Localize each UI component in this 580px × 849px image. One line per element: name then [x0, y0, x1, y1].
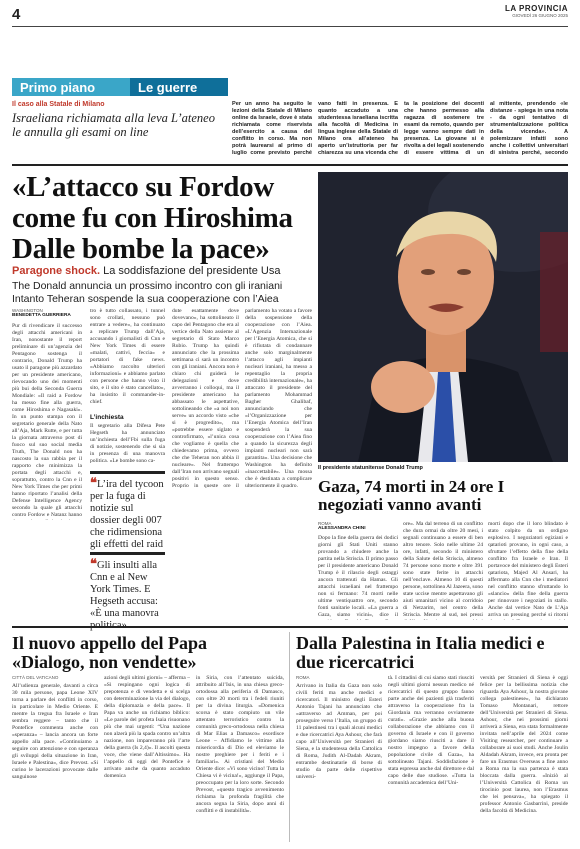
- lead-deck: The Donald annuncia un prossimo incontro con gli iraniani Intanto Teheran sospende la sua cooperazione con l’Aiea: [12, 280, 283, 305]
- pope-col-2: azioni degli ultimi giorni» – afferma – «Si respingano ogni logica di prepotenza e di vendetta e si scelga con determinazione la via del dialogo, della diplomazia e della pace». Il Papa va anche un richiamo biblico: «Le parole del profeta Isaia risuonano più che mai urgenti: “Una nazione non alzerà più la spada contro un’altra nazione, non impareranno più l’arte della guerra (Is 2,4)». Il ascolti questa voce, che viene dall’Altissimo». Ha l’appello di oggi del Pontefice è arrivato anche da quanto accaduto domenica: [104, 675, 190, 779]
- lead-author: BENEDETTA GUERRIERA: [12, 313, 71, 318]
- gaza-headline: Gaza, 74 morti in 24 ore I negoziati vanno avanti: [318, 477, 505, 514]
- top-story-kicker: Il caso alla Statale di Milano: [12, 101, 105, 108]
- top-story-col-2: vano fatti in presenza. E quanto accaduto a una studentessa israeliana iscritta alla facoltà di Medicina in lingua inglese della Statale di Milano ora all’ateneo ha aperto un’istruttoria per far chiarezza su una vicenda che: [318, 101, 398, 156]
- quote-mark-icon: ❝: [90, 556, 97, 571]
- masthead-brand: LA PROVINCIA: [504, 4, 568, 13]
- pope-headline: Il nuovo appello del Papa «Dialogo, non vendette»: [12, 633, 208, 672]
- lead-intertitle: L’inchiesta: [90, 414, 124, 421]
- masthead-date: GIOVEDÌ 26 GIUGNO 2025: [512, 13, 568, 18]
- lead-quote-2: [90, 552, 165, 632]
- photo-caption: Il presidente statunitense Donald Trump: [318, 465, 423, 471]
- trump-photo-illustration: [318, 172, 568, 462]
- gaza-col-3: morti dopo che il loro blindato è stato colpito da un ordigno esplosivo. I negoziatori egiziani e qatarioti provano, in ogni caso, a sfruttare l’effetto della fine della conflitto fra Israele e Iran. Il portavoce del ministero degli Esteri qatariota, Majed Al Ansari, ha affermato alla Cnn che i mediatori nel conflitto stanno sfruttando lo «slancio» della fine della guerra per rinnovare i negoziati in stallo. Anche dal vertice Nato de L’Aja arriva un pressing perché si ritorni: [488, 521, 568, 618]
- bottom-section-rule: [12, 626, 568, 628]
- top-story-col-4: al mittente, prendendo «le distanze - spiega in una nota - da ogni tentativo di strumentalizzazione politica della vicenda». A polemizzare infatti sono anche i collettivi universitari di sinistra perché, secondo: [490, 101, 568, 156]
- gaza-col-2: ore». Ma dal terreno di un conflitto che dura ormai da oltre 20 mesi, i segnali continuano a essere di ben altro tenore. Solo nelle ultime 24 ore, infatti, secondo il ministero della Salute della Striscia, almeno 74 persone sono morte e oltre 391 sono state ferite in attacchi nell’enclave. Almeno 10 di questi persone, sottolinea Al Jazeera, sono state uccise mentre aspettavano gli aiuti umanitari vicino al corridoio di Netzarim, nel centro della Striscia. Mentre al sud, nei pressi: [403, 521, 483, 618]
- gaza-col-1: Dopo la fine della guerra dei dodici giorni gli Stati Uniti stanno provando a chiudere anche la partita nella Striscia. Il primo passo per il presidente americano Donald Trump è il rilascio degli ostaggi ancora trattenuti da Hamas. Gli attacchi israeliani nel frattempo non si fermano: 74 morti nelle ultime ventiquattro ore, secondo fonti sanitarie locali. «La guerra a Gaza, siamo vicini», dice il: [318, 535, 398, 618]
- palestine-col-2: tà. I cittadini di cui siamo stati riusciti negli ultimi giorni nessun medico né ricercatrici di questo gruppo fanno parte anche dei pazienti già trasferiti attraverso la cooperazione fra la Giordania ma verranno ovviamente curati». «Grazie anche alla buona collaborazione che abbiamo con il governo di Israele e con il governo giordano siamo riusciti a dare il nostro impegno a favore della popolazione civile di Gaza», ha sottolineato Tajani. Soddisfazione è stata espressa anche dal direttore e dal capo delle due studiose. «Tutta la comunità accademica dell’Uni-: [388, 675, 474, 786]
- top-story-col-1: Per un anno ha seguito le lezioni della Statale di Milano online da Israele, dove è stata richiamata come riservista dell’esercito a causa del conflitto in corso. Ma non potrà laurearsi al primo di luglio come previsto perché: [232, 101, 312, 156]
- trump-photo: [318, 172, 568, 462]
- pope-dateline: CITTÀ DEL VATICANO: [12, 675, 59, 680]
- lead-headline: «L’attacco su Fordow come fu con Hiroshima Dalle bombe la pace»: [12, 171, 293, 265]
- gaza-dateline: ROMA: [318, 521, 332, 526]
- lead-sub-text: La soddisfazione del presidente Usa: [103, 265, 281, 277]
- palestine-col-3: versità per Stranieri di Siena è oggi felice per la bellissima notizia che riguarda Aya Ashour, la nostra giovane collega palestinese», ha dichiarato Tomaso Montanari, rettore dell’Università per Stranieri di Siena. Ashour, che nei prossimi giorni arriverà a Siena, era stata formalmente invitata nell’aprile del 2024 come Visiting researcher, per continuare a collaborare ai suoi studi. Anche Joulin Aldadah Akram, invece, era pronta per fare un Erasmus Overseas a fine anno a Roma ma la sua partenza è stata bloccata dalla guerra. «Iniziò al l’Università Cattolica di Roma un tirocinio post laurea, non l’Erasmus che lei pensava», ha spiegato il professor Antonio Gasbarrini, preside della facoltà di Medicina.: [480, 675, 568, 814]
- section-secondary: Le guerre: [130, 78, 228, 96]
- gaza-author: ALESSANDRA CHINI: [318, 526, 366, 531]
- section-bar: [12, 78, 228, 97]
- palestine-dateline: ROMA: [296, 675, 310, 680]
- page-number: 4: [12, 6, 21, 23]
- quote-mark-icon: ❝: [90, 475, 97, 490]
- lead-subhead: [12, 265, 312, 277]
- lead-col-3: dute esattamente dove dovevano», ha sottolineato il capo del Pentagono che era al vertice della Nato assieme al segretario di Stato Marco Rubio. Trump ha quindi annunciato che la prossima settimana ci sarà un incontro con gli iraniani. Ancora non è chiaro chi guiderà le delegazioni e dove avverranno i colloqui, ma il presidente americano ha abbassato le aspettative, sottolineando che «a noi non serve» un accordo visto «che si è progredito», ma «potrebbe essere siglato e controfirmato, «l’unica cosa che vogliamo è quella che chiedevamo prima, ovvero che che Teheran non abbia il nucleare». Nel frattempo dall’Iran non arrivano segnali positivi in questo senso. Proprio in queste ore il parlamento ha votato a favore della sospensione della cooperazione con l’Aiea. «L’Agenzia Internazionale per l’Energia Atomica, che si è rifiutata di condannare anche solo marginalmente l’attacco agli impianti nucleari iraniani, ha messo a repentaglio la propria credibilità internazionale», ha attaccato il presidente del parlamento Mohammad Bagher Ghalibaf, annunciando che «l’Organizzazione per l’Energia Atomica dell’Iran sospenderà la sua cooperazione con l’Aiea fino a quando la sicurezza degli impianti nucleari non sarà garantita». Una decisione che Washington ha definito «inaccettabile». Una mossa che è destinata a complicare ulteriormente il quadro.: [172, 308, 312, 489]
- section-primary: Primo piano: [12, 78, 130, 96]
- lead-dateline: WASHINGTON: [12, 308, 43, 313]
- bottom-divider: [289, 632, 290, 842]
- top-story-col-3: ta la posizione dei docenti che hanno permesso alla ragazza di sostenere tre esami da remoto, quando per legge vanno sempre dati in presenza. La giovane si è rivolta a dei legali sostenendo di essere vittima di un: [404, 101, 484, 156]
- palestine-col-1: Arrivano in Italia da Gaza non solo civili feriti ma anche medici e ricercatori. Il ministro degli Esteri Antonio Tajani ha annunciato che «attraverso ad Amman, per poi proseguire verso l’Italia, un gruppo di 11 palestinesi tra i quali alcuni medici e due ricercatrici Aya Ashour, che farà capo all’Università per Stranieri di Siena, e la studentessa della Cattolica di Roma, Judith Al-Dadah Akram, entrambe destinatarie di borse di studio da parte delle rispettive universi-: [296, 683, 382, 780]
- lead-quote-1-text: L’ira del tycoon per la fuga di notizie sul dossier degli 007 che ridimensiona gli effetti del raid: [90, 479, 164, 550]
- lead-sub-kicker: Paragone shock.: [12, 265, 101, 277]
- lead-byline: [12, 308, 82, 318]
- lead-quote-2-text: Gli insulti alla Cnn e al New York Times. E Hegseth accusa: «È una manovra: [90, 560, 159, 619]
- lead-quote-1: [90, 471, 165, 551]
- top-story-headline: Israeliana richiamata alla leva L’ateneo le annulla gli esami on line: [12, 111, 215, 139]
- lead-col-1: Pur di rivendicare il successo degli attacchi americani in Iran, nonostante il report preliminare di un’agenzia del Pentagono sostenga il contrario, Donald Trump ha usato il paragone più azzardato per un presidente americano, rievocando uno dei momenti più bui della Seconda Guerra Mondiale: «Il raid a Fordow ha messo fine alla guerra, come Hiroshima e Nagasaki». In un punto stampa con il segretario generale della Nato all’Aja, Mark Rutte, e per tutta la giornata attraverso post di fuoco sul suo social media Truth, The Donald non ha nascosto la sua rabbia per il rapporto che minimizza la portata degli attacchi e, soprattutto, contro la Cnn e il New York Times che per primi hanno riportato l’analisi della Defense Intelligence Agency secondo la quale gli attacchi contro Fordow e Natanz hanno: [12, 323, 82, 518]
- pope-col-1: All’udienza generale, davanti a circa 30 mila persone, papa Leone XIV torna a parlare dei conflitti in corso, in particolare in Medio Oriente. E mentre la tregua fra Israele e Iran sembra reggere – tanto che il Pontefice commenta anche con «speranza» – lancia ancora un forte appello alla pace. «Continuiamo a seguire con attenzione e con speranza gli sviluppi della situazione in Iran, Israele e Palestina», dice Prevost. «Si curino le lacerazioni provocate dalle sanguinose: [12, 683, 98, 780]
- masthead: [505, 4, 568, 18]
- pope-col-3: in Siria, con l’attentato suicida, attribuito all’Isis, in una chiesa greco-ortodossa alla periferia di Damasco, con oltre 20 morti tra i fedeli riuniti per la divina liturgia. «Domenica scorsa è stato compiuto un vile attentato terroristico contro la comunità greco-ortodossa nella chiesa di Mar Elias a Damasco» esordisce Leone – Affidiamo le vittime alla misericordia di Dio ed eleviamo le nostre preghiere per i feriti e i familiari». Ai cristiani del Medio Oriente dice: «Vi sono vicino! Tutta la Chiesa vi è vicina!», aggiunge il Papa, preoccupato per la loro sorte. Secondo Prevost, «questo tragico avvenimento richiama la profonda fragilità che ancora segna la Siria, dopo anni di conflitti e di instabilità».: [196, 675, 284, 814]
- lead-col-2a: tro è tutto collassato, i tunnel sono crollati, nessuno può entrare a vedere», ha continuato a replicare Trump dall’Aja, accusando i giornalisti di Cnn e New York Times di essere «malati, cattivi, feccia» e portatori di fake news. «Abbiamo raccolto ulteriori informazioni» e abbiamo parlato con persone che hanno visto il sito, e il sito è stato cancellato», ha insistito il commander-in-chief.: [90, 308, 165, 405]
- palestine-headline: Dalla Palestina in Italia medici e due ricercatrici: [296, 633, 545, 672]
- header-rule: [12, 26, 568, 27]
- top-story-rule: [12, 164, 568, 166]
- lead-col-2b: Il segretario alla Difesa Pete Hegseth ha annunciato un’inchiesta dell’Fbi sulla fuga di notizie, sostenendo che si sia in presenza di una manovra politica. «Le bombe sono ca-: [90, 423, 165, 464]
- gaza-byline: [318, 521, 398, 531]
